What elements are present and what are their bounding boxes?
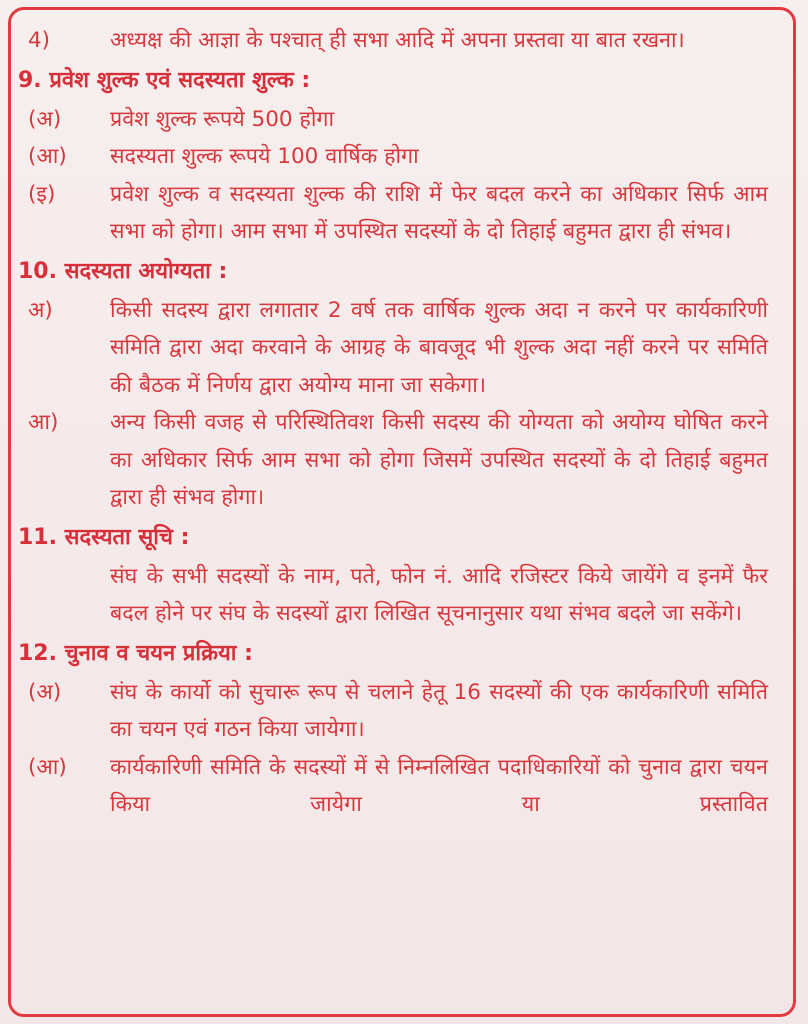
item-marker: (अ) xyxy=(28,106,62,132)
section-12-item-aa xyxy=(28,749,768,824)
item-marker: (इ) xyxy=(28,181,56,207)
section-9-item-i xyxy=(28,176,768,251)
item-text: अन्य किसी वजह से परिस्थितिवश किसी सदस्य की योग्यता को अयोग्य घोषित करने का अधिकार सिर्फ आम सभा को होगा जिसमें उपस्थित सदस्यों के दो तिहाई बहुमत द्वारा ही संभव होगा। xyxy=(110,410,768,510)
item-marker: अ) xyxy=(28,297,53,323)
item-text: सदस्यता शुल्क रूपये 100 वार्षिक होगा xyxy=(110,144,419,169)
item-text: प्रवेश शुल्क रूपये 500 होगा xyxy=(110,106,335,132)
item-text: अध्यक्ष की आज्ञा के पश्चात् ही सभा आदि में अपना प्रस्तवा या बात रखना। xyxy=(110,28,685,53)
section-12-item-a xyxy=(28,674,768,749)
item-marker: (आ) xyxy=(28,754,67,780)
document-content xyxy=(18,22,768,824)
section-11-text: संघ के सभी सदस्यों के नाम, पते, फोन नं. आदि रजिस्टर किये जायेंगे व इनमें फैर बदल होने पर संघ के सदस्यों द्वारा लिखित सूचनानुसार यथा संभव बदले जा सकेंगे। xyxy=(110,563,768,626)
item-marker: (अ) xyxy=(28,679,62,705)
section-10-heading: 10. सदस्यता अयोग्यता : xyxy=(18,258,228,284)
item-marker: आ) xyxy=(28,410,59,435)
item-text: कार्यकारिणी समिति के सदस्यों में से निम्नलिखित पदाधिकारियों को चुनाव द्वारा चयन किया जायेगा या प्रस्तावित xyxy=(110,754,768,817)
item-text: किसी सदस्य द्वारा लगातार 2 वर्ष तक वार्षिक शुल्क अदा न करने पर कार्यकारिणी समिति द्वारा अदा करवाने के आग्रह के बावजूद भी शुल्क अदा नहीं करने पर समिति की बैठक में निर्णय द्वारा अयोग्य माना जा सकेगा। xyxy=(110,297,768,398)
item-4 xyxy=(28,22,768,60)
item-text: प्रवेश शुल्क व सदस्यता शुल्क की राशि में फेर बदल करने का अधिकार सिर्फ आम सभा को होगा। आम सभा में उपस्थित सदस्यों के दो तिहाई बहुमत द्वारा ही संभव। xyxy=(110,181,768,244)
section-10-item-aa xyxy=(28,404,768,517)
section-9-item-a xyxy=(28,101,768,139)
section-12-heading: 12. चुनाव व चयन प्रक्रिया : xyxy=(18,640,253,666)
item-text: संघ के कार्यो को सुचारू रूप से चलाने हेतू 16 सदस्यों की एक कार्यकारिणी समिति का चयन एवं गठन किया जायेगा। xyxy=(110,679,768,742)
section-11-heading: 11. सदस्यता सूचि : xyxy=(18,524,190,550)
item-marker: (आ) xyxy=(28,144,67,169)
section-9-item-aa xyxy=(28,138,768,176)
section-9-heading: 9. प्रवेश शुल्क एवं सदस्यता शुल्क : xyxy=(18,67,311,93)
item-marker: 4) xyxy=(28,28,51,53)
section-10-item-a xyxy=(28,292,768,405)
